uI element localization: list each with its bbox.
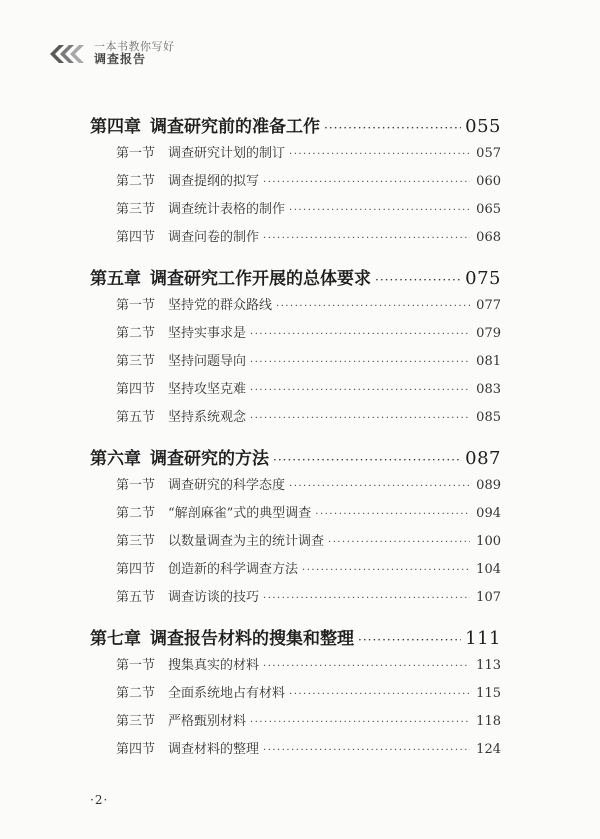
- section-page-number: 100: [476, 534, 501, 549]
- section-number: 第五节: [116, 410, 156, 425]
- toc-section-entry: [90, 142, 501, 170]
- dot-leader: [250, 385, 470, 396]
- chapter-page-number: 111: [465, 628, 501, 649]
- book-series-logo-icon: [48, 40, 90, 68]
- dot-leader: [328, 537, 470, 548]
- section-number: 第五节: [116, 590, 156, 605]
- dot-leader: [250, 329, 470, 340]
- toc-section-entry: [90, 558, 501, 586]
- dot-leader: [250, 717, 470, 728]
- dot-leader: [375, 273, 461, 287]
- dot-leader: [302, 565, 470, 576]
- section-title: 以数量调查为主的统计调查: [168, 534, 325, 549]
- chapter-title: 调查研究前的准备工作: [150, 117, 320, 137]
- toc-chapter-entry: [90, 112, 501, 142]
- chapter-number: 第四章: [90, 117, 141, 137]
- section-page-number: 113: [476, 658, 501, 673]
- section-number: 第一节: [116, 478, 156, 493]
- chapter-number: 第七章: [90, 629, 141, 649]
- dot-leader: [263, 661, 470, 672]
- dot-leader: [289, 205, 470, 216]
- section-page-number: 068: [476, 230, 501, 245]
- section-page-number: 094: [476, 506, 501, 521]
- chapter-number: 第五章: [90, 269, 141, 289]
- section-number: 第四节: [116, 562, 156, 577]
- dot-leader: [263, 233, 470, 244]
- toc-section-entry: [90, 406, 501, 434]
- chapter-number: 第六章: [90, 449, 141, 469]
- toc-section-entry: [90, 586, 501, 614]
- chapter-page-number: 075: [465, 268, 501, 289]
- section-number: 第二节: [116, 326, 156, 341]
- section-title: 调查研究的科学态度: [168, 478, 286, 493]
- toc-section-entry: [90, 170, 501, 198]
- section-number: 第二节: [116, 506, 156, 521]
- toc-section-entry: [90, 738, 501, 766]
- section-number: 第三节: [116, 714, 156, 729]
- dot-leader: [250, 413, 470, 424]
- dot-leader: [324, 121, 461, 135]
- section-page-number: 077: [476, 298, 501, 313]
- section-title: 坚持攻坚克难: [168, 382, 247, 397]
- toc-chapter-entry: [90, 444, 501, 474]
- toc-section-entry: [90, 322, 501, 350]
- section-number: 第四节: [116, 230, 156, 245]
- section-number: 第三节: [116, 534, 156, 549]
- section-title: 坚持问题导向: [168, 354, 247, 369]
- page-number: ·2·: [90, 793, 109, 807]
- toc-section-entry: [90, 530, 501, 558]
- dot-leader: [276, 301, 470, 312]
- chapter-page-number: 087: [465, 448, 501, 469]
- toc-section-entry: [90, 198, 501, 226]
- toc-section-entry: [90, 682, 501, 710]
- dot-leader: [289, 149, 470, 160]
- section-title: 坚持实事求是: [168, 326, 247, 341]
- section-number: 第一节: [116, 298, 156, 313]
- table-of-contents: [90, 112, 501, 766]
- section-number: 第三节: [116, 354, 156, 369]
- section-page-number: 124: [476, 742, 501, 757]
- section-page-number: 089: [476, 478, 501, 493]
- chapter-page-number: 055: [465, 116, 501, 137]
- running-header: [48, 40, 175, 68]
- section-number: 第二节: [116, 174, 156, 189]
- toc-section-entry: [90, 294, 501, 322]
- section-page-number: 081: [476, 354, 501, 369]
- section-title: 调查材料的整理: [168, 742, 260, 757]
- section-title: 坚持系统观念: [168, 410, 247, 425]
- section-title: 调查访谈的技巧: [168, 590, 260, 605]
- section-title: 坚持党的群众路线: [168, 298, 273, 313]
- section-page-number: 118: [476, 714, 501, 729]
- section-title: 调查研究计划的制订: [168, 146, 286, 161]
- section-title: “解剖麻雀”式的典型调查: [168, 506, 312, 521]
- dot-leader: [273, 453, 461, 467]
- section-page-number: 079: [476, 326, 501, 341]
- section-number: 第二节: [116, 686, 156, 701]
- section-number: 第一节: [116, 658, 156, 673]
- section-page-number: 085: [476, 410, 501, 425]
- section-page-number: 060: [476, 174, 501, 189]
- toc-section-entry: [90, 710, 501, 738]
- dot-leader: [289, 481, 470, 492]
- toc-chapter-entry: [90, 624, 501, 654]
- toc-chapter-entry: [90, 264, 501, 294]
- chapter-title: 调查研究的方法: [150, 449, 269, 469]
- dot-leader: [315, 509, 470, 520]
- section-number: 第一节: [116, 146, 156, 161]
- section-page-number: 065: [476, 202, 501, 217]
- section-title: 搜集真实的材料: [168, 658, 260, 673]
- section-page-number: 104: [476, 562, 501, 577]
- toc-section-entry: [90, 226, 501, 254]
- dot-leader: [263, 177, 470, 188]
- section-title: 全面系统地占有材料: [168, 686, 286, 701]
- section-number: 第三节: [116, 202, 156, 217]
- section-title: 严格甄别材料: [168, 714, 247, 729]
- chapter-title: 调查研究工作开展的总体要求: [150, 269, 371, 289]
- section-title: 调查提纲的拟写: [168, 174, 260, 189]
- toc-section-entry: [90, 378, 501, 406]
- toc-section-entry: [90, 654, 501, 682]
- dot-leader: [250, 357, 470, 368]
- dot-leader: [263, 593, 470, 604]
- section-number: 第四节: [116, 742, 156, 757]
- section-title: 调查问卷的制作: [168, 230, 260, 245]
- section-page-number: 115: [476, 686, 501, 701]
- dot-leader: [263, 745, 470, 756]
- section-title: 创造新的科学调查方法: [168, 562, 299, 577]
- section-page-number: 107: [476, 590, 501, 605]
- chapter-title: 调查报告材料的搜集和整理: [150, 629, 354, 649]
- toc-section-entry: [90, 350, 501, 378]
- section-number: 第四节: [116, 382, 156, 397]
- book-title: 调查报告: [94, 52, 147, 67]
- section-page-number: 083: [476, 382, 501, 397]
- series-title: 一本书教你写好: [94, 39, 175, 53]
- dot-leader: [289, 689, 470, 700]
- toc-section-entry: [90, 502, 501, 530]
- dot-leader: [358, 633, 461, 647]
- section-page-number: 057: [476, 146, 501, 161]
- toc-section-entry: [90, 474, 501, 502]
- section-title: 调查统计表格的制作: [168, 202, 286, 217]
